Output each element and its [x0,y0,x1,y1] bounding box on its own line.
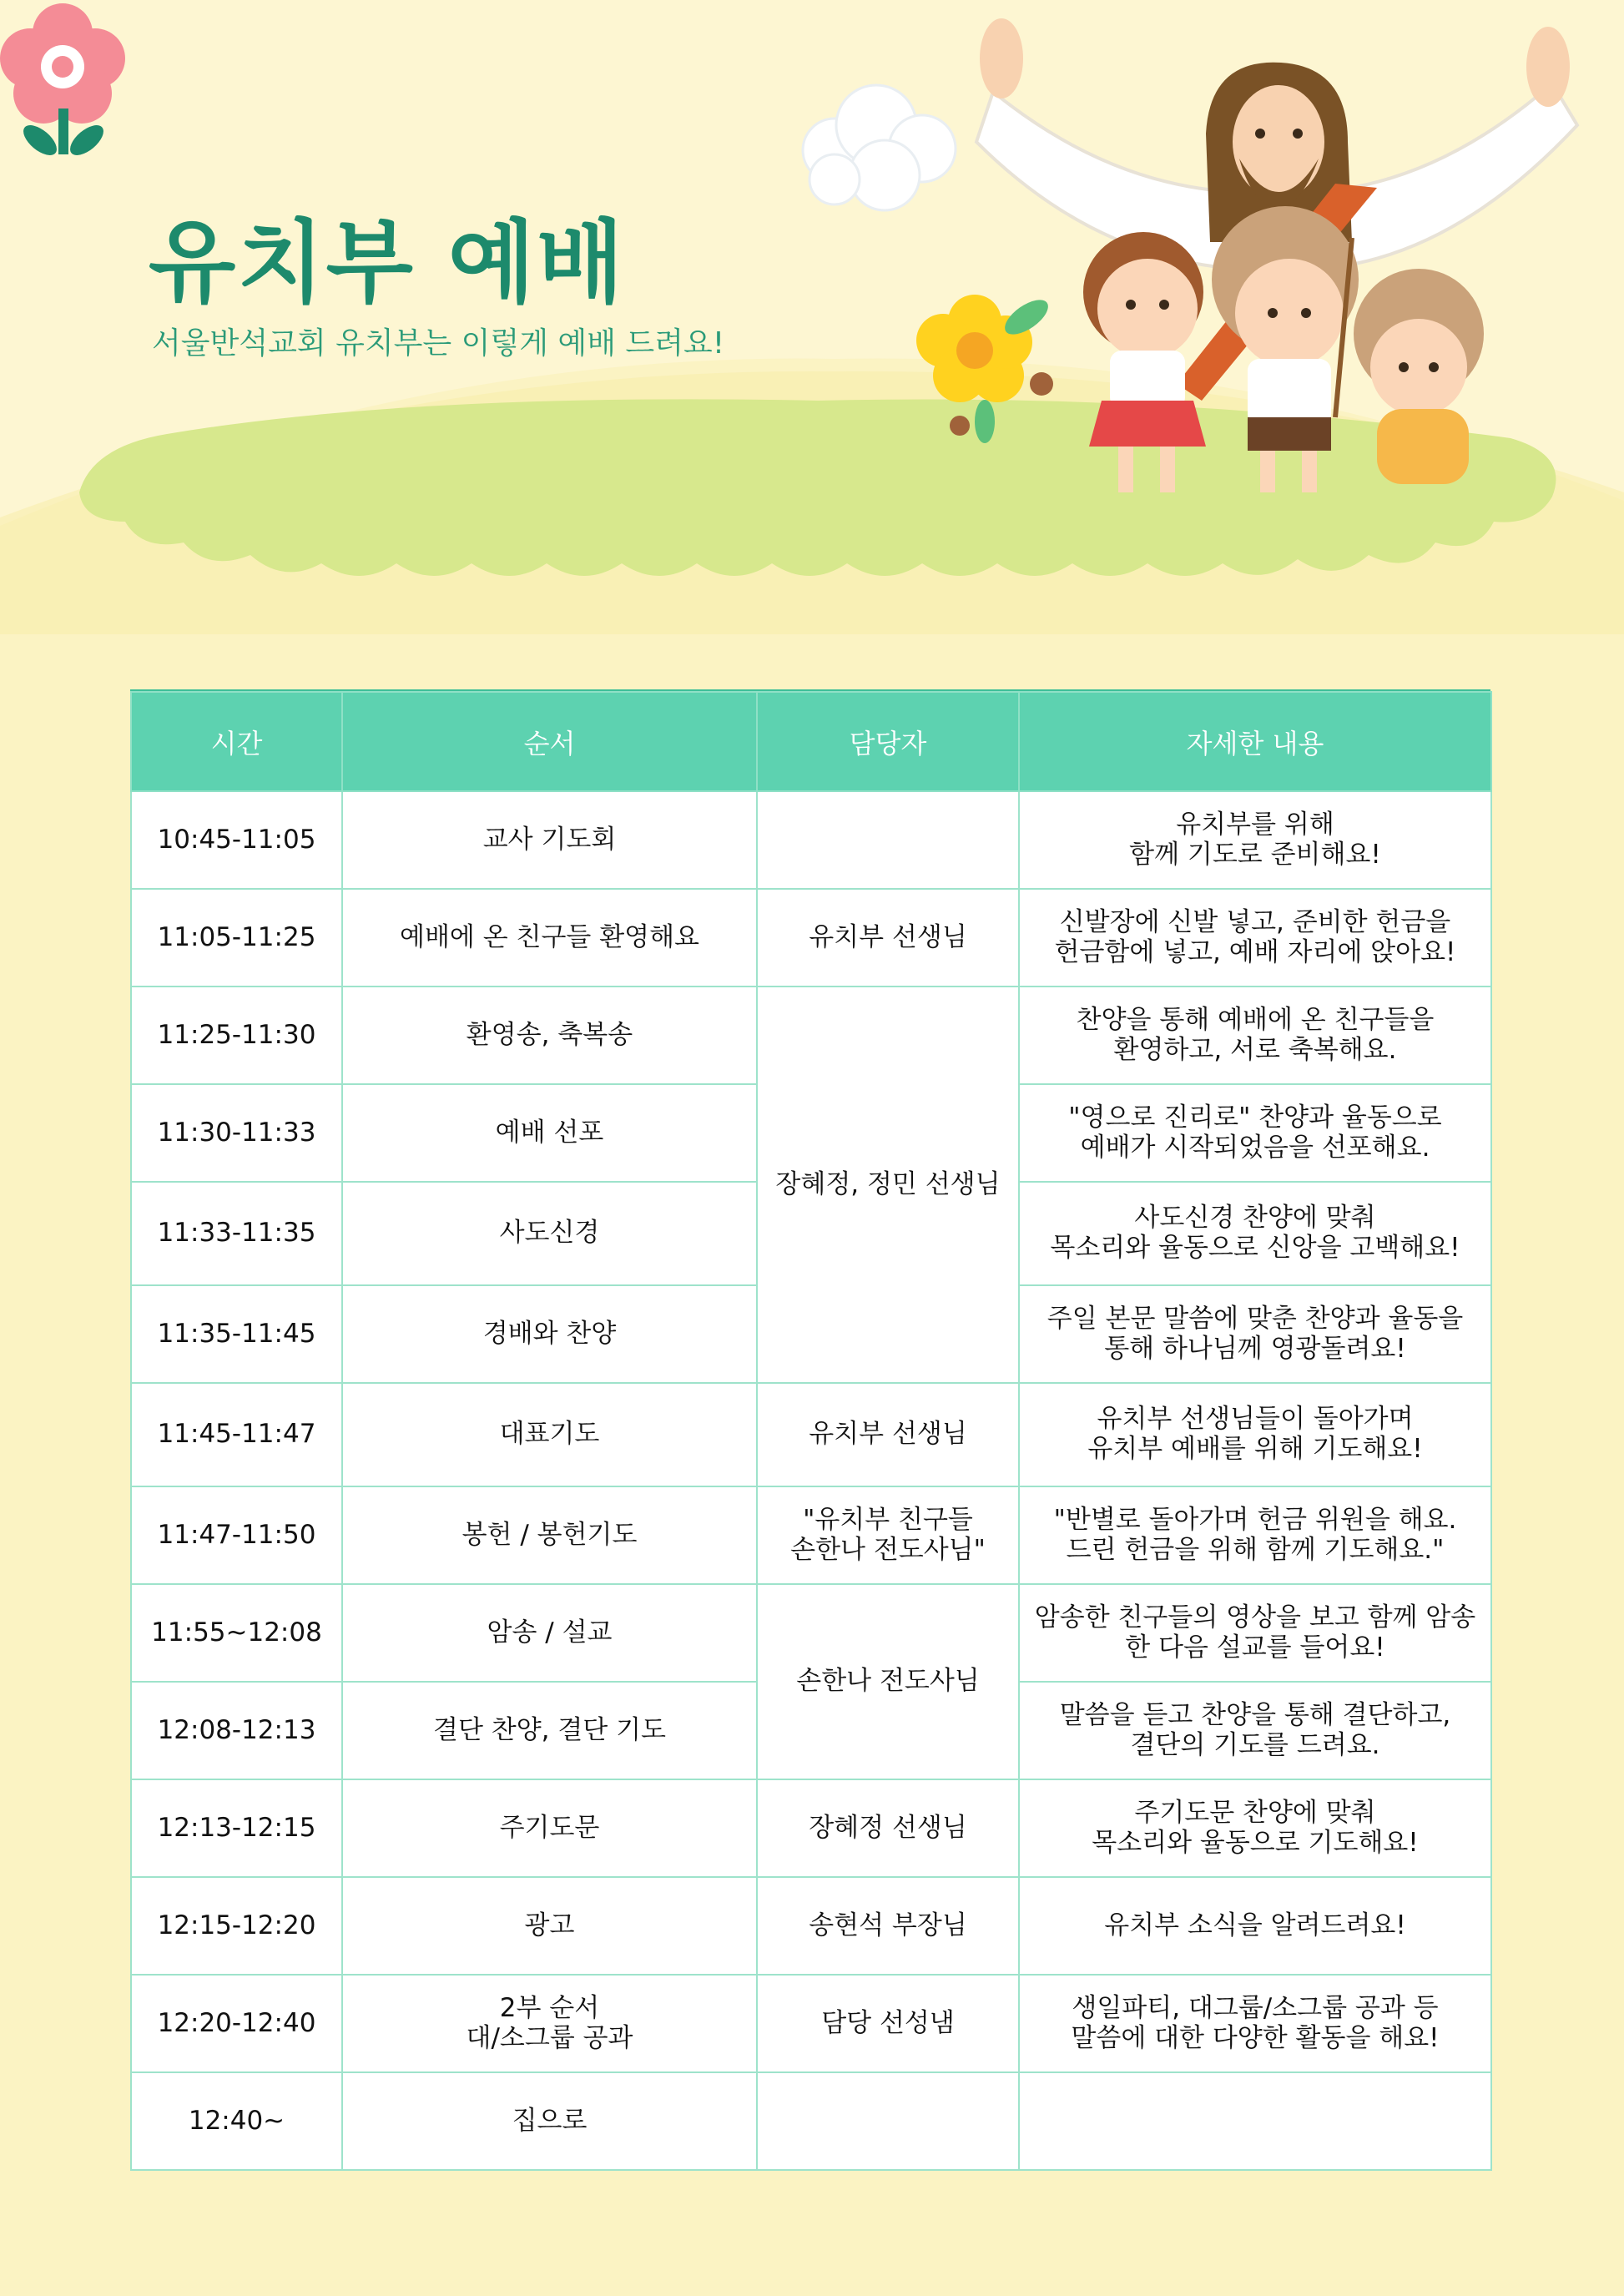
table-body [131,791,1491,2170]
cell-order: 예배에 온 친구들 환영해요 [342,889,757,987]
table-row [131,987,1491,1084]
header-time: 시간 [131,692,342,791]
cell-order: 주기도문 [342,1779,757,1877]
cell-order: 교사 기도회 [342,791,757,889]
cell-time: 11:47-11:50 [131,1486,342,1584]
schedule-table [130,691,1492,2171]
cell-time: 11:25-11:30 [131,987,342,1084]
cell-detail: "반별로 돌아가며 헌금 위원을 해요. 드린 헌금을 위해 함께 기도해요." [1019,1486,1491,1584]
table-row [131,1975,1491,2072]
table-row [131,1584,1491,1682]
cell-person: 손한나 전도사님 [757,1584,1019,1779]
cell-time: 11:55~12:08 [131,1584,342,1682]
cell-detail: 암송한 친구들의 영상을 보고 함께 암송 한 다음 설교를 들어요! [1019,1584,1491,1682]
cell-time: 12:20-12:40 [131,1975,342,2072]
cell-order: 사도신경 [342,1182,757,1285]
cell-order: 집으로 [342,2072,757,2170]
cell-person: 장혜정 선생님 [757,1779,1019,1877]
cell-order: 환영송, 축복송 [342,987,757,1084]
cell-time: 10:45-11:05 [131,791,342,889]
cell-detail: 신발장에 신발 넣고, 준비한 헌금을 헌금함에 넣고, 예배 자리에 앉아요! [1019,889,1491,987]
cell-detail: 유치부 소식을 알려드려요! [1019,1877,1491,1975]
table-row [131,1877,1491,1975]
cell-order: 대표기도 [342,1383,757,1486]
cell-order: 경배와 찬양 [342,1285,757,1383]
cell-order: 봉헌 / 봉헌기도 [342,1486,757,1584]
page-title: 유치부 예배 [149,211,626,315]
hero-illustration [0,0,1624,634]
cell-person: 유치부 선생님 [757,889,1019,987]
header-detail: 자세한 내용 [1019,692,1491,791]
cell-detail: 사도신경 찬양에 맞춰 목소리와 율동으로 신앙을 고백해요! [1019,1182,1491,1285]
table-row [131,889,1491,987]
pink-flower-icon [0,0,125,159]
cell-time: 11:45-11:47 [131,1383,342,1486]
cell-detail: 주기도문 찬양에 맞춰 목소리와 율동으로 기도해요! [1019,1779,1491,1877]
cell-person: 담당 선성냄 [757,1975,1019,2072]
cell-detail: 주일 본문 말씀에 맞춘 찬양과 율동을 통해 하나님께 영광돌려요! [1019,1285,1491,1383]
page-subtitle: 서울반석교회 유치부는 이렇게 예배 드려요! [152,326,725,361]
cell-detail: 찬양을 통해 예배에 온 친구들을 환영하고, 서로 축복해요. [1019,987,1491,1084]
cell-time: 11:33-11:35 [131,1182,342,1285]
cell-time: 12:13-12:15 [131,1779,342,1877]
table-row [131,1383,1491,1486]
cell-time: 12:08-12:13 [131,1682,342,1779]
cell-person: 유치부 선생님 [757,1383,1019,1486]
cell-person: "유치부 친구들 손한나 전도사님" [757,1486,1019,1584]
cell-person [757,2072,1019,2170]
cell-time: 11:05-11:25 [131,889,342,987]
table-row [131,2072,1491,2170]
cell-person: 송현석 부장님 [757,1877,1019,1975]
cell-detail: 유치부를 위해 함께 기도로 준비해요! [1019,791,1491,889]
cell-order: 결단 찬양, 결단 기도 [342,1682,757,1779]
header-order: 순서 [342,692,757,791]
cell-detail [1019,2072,1491,2170]
cell-time: 12:15-12:20 [131,1877,342,1975]
cell-order: 암송 / 설교 [342,1584,757,1682]
cell-order: 광고 [342,1877,757,1975]
cell-person [757,791,1019,889]
schedule-table-container [130,691,1490,2171]
table-header-row [131,692,1491,791]
cell-detail: "영으로 진리로" 찬양과 율동으로 예배가 시작되었음을 선포해요. [1019,1084,1491,1182]
cell-detail: 유치부 선생님들이 돌아가며 유치부 예배를 위해 기도해요! [1019,1383,1491,1486]
cell-person: 장혜정, 정민 선생님 [757,987,1019,1383]
cell-detail: 생일파티, 대그룹/소그룹 공과 등 말씀에 대한 다양한 활동을 해요! [1019,1975,1491,2072]
table-row [131,1486,1491,1584]
cell-detail: 말씀을 듣고 찬양을 통해 결단하고, 결단의 기도를 드려요. [1019,1682,1491,1779]
cell-time: 12:40~ [131,2072,342,2170]
cell-time: 11:30-11:33 [131,1084,342,1182]
cell-order: 2부 순서 대/소그룹 공과 [342,1975,757,2072]
table-row [131,791,1491,889]
header-person: 담당자 [757,692,1019,791]
table-row [131,1779,1491,1877]
cell-order: 예배 선포 [342,1084,757,1182]
cell-time: 11:35-11:45 [131,1285,342,1383]
